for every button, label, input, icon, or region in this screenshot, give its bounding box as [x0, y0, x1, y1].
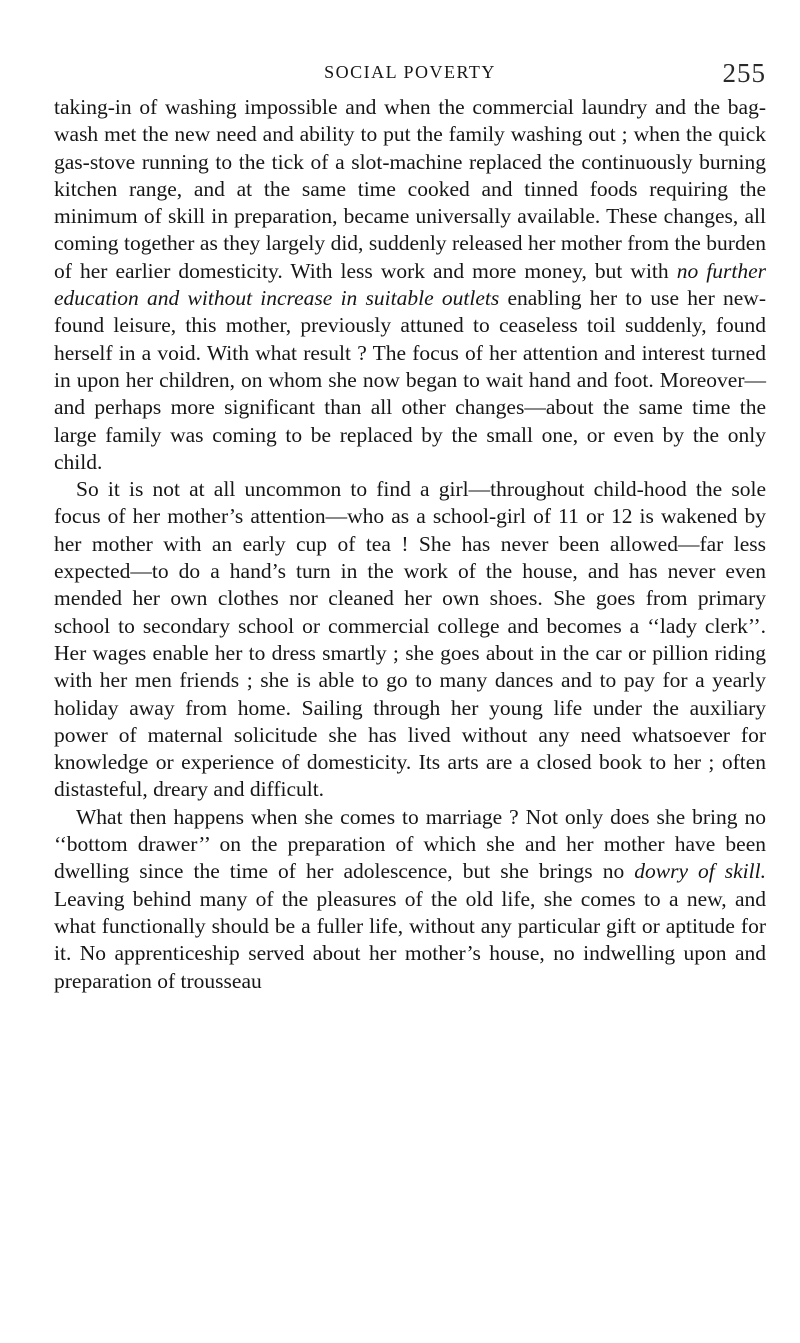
paragraph-1-text-a: taking-in of washing impossible and when the commercial laundry and the bag-wash met the new need and ability to put the family washing out ; when the quick gas-stove running to the tick of a slot-machine replaced the continuously burning kitchen range, and at the same time cooked and tinned foods requiring the minimum of skill in preparation, became universally available. These changes, all coming together as they largely did, suddenly released her mother from the burden of her earlier domesticity. With less work and more money, but with [54, 95, 766, 283]
paragraph-3-italic-phrase: dowry of skill. [634, 859, 766, 884]
page-number: 255 [722, 58, 766, 88]
paragraph-2 [54, 476, 766, 804]
book-page [54, 58, 766, 995]
paragraph-1 [54, 94, 766, 476]
running-head [54, 58, 766, 94]
paragraph-2-text: So it is not at all uncommon to find a girl—throughout child-hood the sole focus of her mother’s attention—who as a school-girl of 11 or 12 is wakened by her mother with an early cup of tea ! She has never been allowed—far less expected—to do a hand’s turn in the work of the house, and has never even mended her own clothes nor cleaned her own shoes. She goes from primary school to secondary school or commercial college and becomes a ‘‘lady clerk’’. Her wages enable her to dress smartly ; she goes about in the car or pillion riding with her men friends ; she is able to go to many dances and to pay for a yearly holiday away from home. Sailing through her young life under the auxiliary power of maternal solicitude she has lived without any need whatsoever for knowledge or experience of domesticity. Its arts are a closed book to her ; often distasteful, dreary and difficult. [54, 477, 766, 802]
body-text [54, 94, 766, 995]
running-title: SOCIAL POVERTY [324, 62, 496, 82]
paragraph-1-text-b: enabling her to use her new-found leisure, this mother, previously attuned to ceaseless toil suddenly, found herself in a void. With what result ? The focus of her attention and interest turned in upon her children, on whom she now began to wait hand and foot. Moreover—and perhaps more significant than all other changes—about the same time the large family was coming to be replaced by the small one, or even by the only child. [54, 286, 766, 474]
paragraph-3-text-b: Leaving behind many of the pleasures of the old life, she comes to a new, and what functionally should be a fuller life, without any particular gift or aptitude for it. No apprenticeship served about her mother’s house, no indwelling upon and preparation of trousseau [54, 886, 766, 993]
paragraph-3-text-a: What then happens when she comes to marriage ? Not only does she bring no ‘‘bottom drawer’’ on the preparation of which she and her mother have been dwelling since the time of her adolescence, but she brings no [54, 804, 766, 884]
paragraph-3 [54, 804, 766, 995]
paragraph-1-italic-phrase: no further education and without increase in suitable outlets [54, 258, 766, 311]
